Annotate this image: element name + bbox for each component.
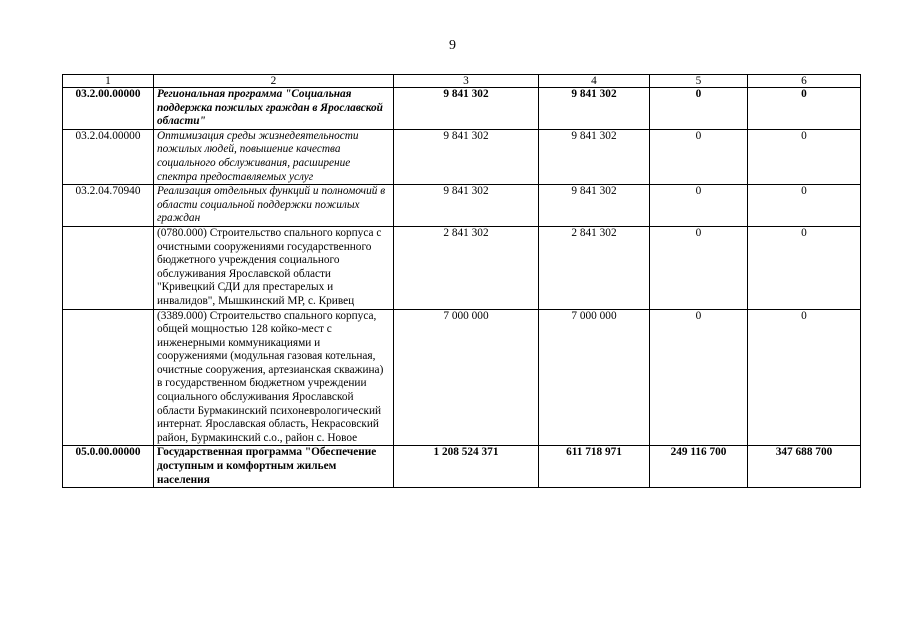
column-header-2: 2: [154, 75, 394, 88]
row-col3: 1 208 524 371: [394, 446, 539, 488]
page-number: 9: [449, 38, 456, 53]
row-code: 03.2.04.70940: [63, 185, 154, 227]
row-col6: 0: [748, 129, 861, 184]
table-row: [63, 129, 861, 184]
row-col4: 7 000 000: [539, 309, 650, 446]
table-header-row: [63, 75, 861, 88]
row-code: 03.2.00.00000: [63, 88, 154, 130]
row-col5: 249 116 700: [650, 446, 748, 488]
row-col4: 2 841 302: [539, 226, 650, 309]
row-col4: 611 718 971: [539, 446, 650, 488]
row-col4: 9 841 302: [539, 129, 650, 184]
row-col6: 0: [748, 185, 861, 227]
row-name: Региональная программа "Социальная поддержка пожилых граждан в Ярославской области": [154, 88, 394, 130]
row-col4: 9 841 302: [539, 185, 650, 227]
row-code: [63, 226, 154, 309]
table-row: [63, 446, 861, 488]
row-col6: 0: [748, 88, 861, 130]
row-code: 03.2.04.00000: [63, 129, 154, 184]
table-row: [63, 88, 861, 130]
row-col3: 9 841 302: [394, 185, 539, 227]
row-col6: 0: [748, 226, 861, 309]
row-name: (0780.000) Строительство спального корпуса с очистными сооружениями государственного бюджетного учреждения социального обслуживания Ярославской области "Кривецкий СДИ для престарелых и инвалидов", Мышкинский МР, с. Кривец: [154, 226, 394, 309]
row-name: Государственная программа "Обеспечение доступным и комфортным жильем населения: [154, 446, 394, 488]
column-header-1: 1: [63, 75, 154, 88]
row-col3: 7 000 000: [394, 309, 539, 446]
row-col6: 0: [748, 309, 861, 446]
column-header-4: 4: [539, 75, 650, 88]
table-row: [63, 226, 861, 309]
row-col5: 0: [650, 88, 748, 130]
table-row: [63, 309, 861, 446]
column-header-6: 6: [748, 75, 861, 88]
row-col3: 9 841 302: [394, 129, 539, 184]
row-col5: 0: [650, 309, 748, 446]
row-col5: 0: [650, 226, 748, 309]
budget-table: [62, 74, 861, 488]
row-name: Реализация отдельных функций и полномочий в области социальной поддержки пожилых граждан: [154, 185, 394, 227]
column-header-3: 3: [394, 75, 539, 88]
row-col5: 0: [650, 185, 748, 227]
row-col6: 347 688 700: [748, 446, 861, 488]
row-col3: 2 841 302: [394, 226, 539, 309]
row-col5: 0: [650, 129, 748, 184]
row-col4: 9 841 302: [539, 88, 650, 130]
row-name: (3389.000) Строительство спального корпуса, общей мощностью 128 койко-мест с инженерными коммуникациями и сооружениями (модульная газовая котельная, очистные сооружения, артезианская скважина) в государственном бюджетном учреждении социального обслуживания Ярославской области Бурмакинский психоневрологический интернат. Ярославская область, Некрасовский район, Бурмакинский с.о., район с. Новое: [154, 309, 394, 446]
row-code: [63, 309, 154, 446]
column-header-5: 5: [650, 75, 748, 88]
row-name: Оптимизация среды жизнедеятельности пожилых людей, повышение качества социального обслуживания, расширение спектра предоставляемых услуг: [154, 129, 394, 184]
table-row: [63, 185, 861, 227]
row-col3: 9 841 302: [394, 88, 539, 130]
row-code: 05.0.00.00000: [63, 446, 154, 488]
